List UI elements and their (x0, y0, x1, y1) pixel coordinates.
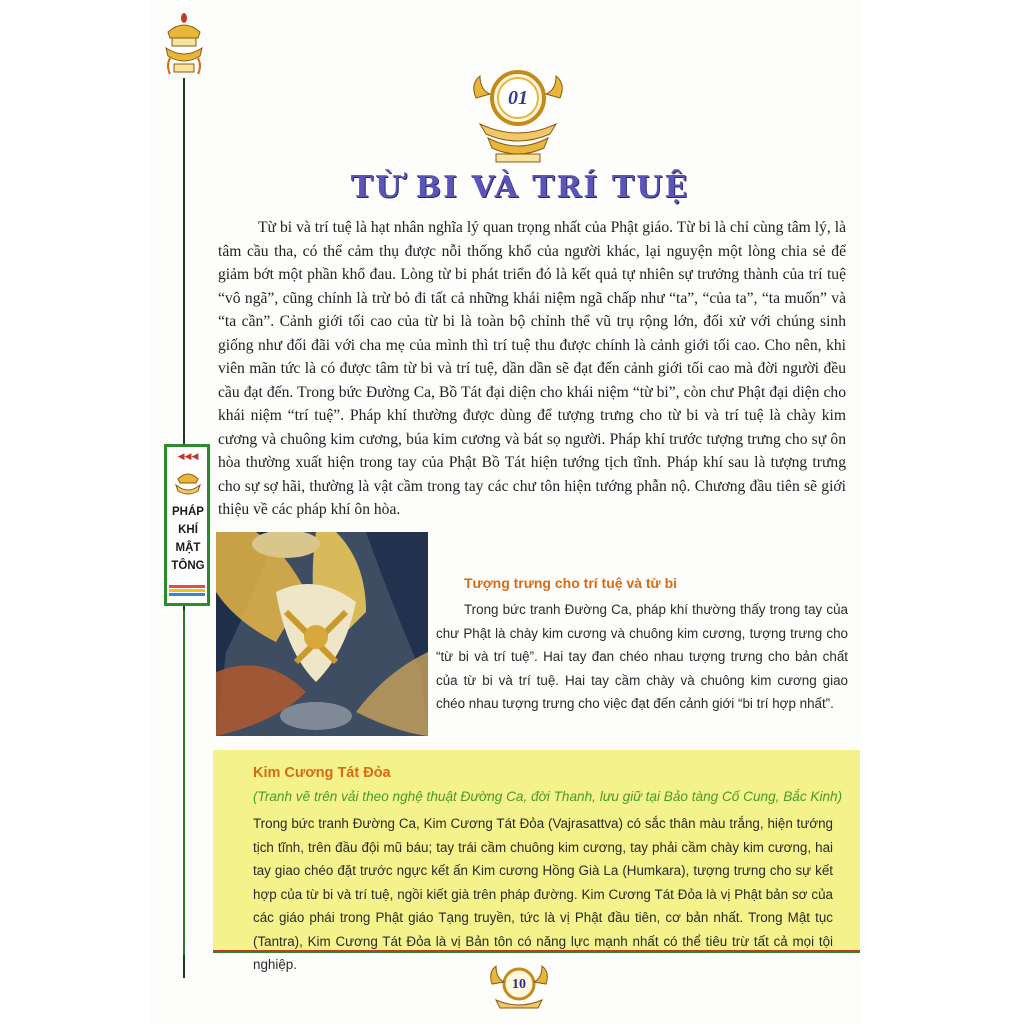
page-number: 10 (512, 977, 526, 992)
chapter-medallion (466, 68, 570, 168)
side-tab-line-1: PHÁP (172, 506, 204, 518)
note-body: Trong bức tranh Đường Ca, Kim Cương Tát Đỏa (Vajrasattva) có sắc thân màu trắng, hiện tướng tịch tĩnh, trên đầu đội mũ báu; tay trái cầm chuông kim cương, tay phải cầm chày kim cương, hai tay giao chéo đặt trước ngực kết ấn Kim cương Hồng Già La (Humkara), tượng trưng cho sự kết hợp của từ bi và trí tuệ, ngồi kiết già trên pháp đường. Kim Cương Tát Đỏa là vị Phật bản sơ của các giáo phái trong Phật giáo Tạng truyền, tức là vị Phật đầu tiên, cơ bản nhất. Trong Mật tục (Tantra), Kim Cương Tát Đỏa là vị Bản tôn có năng lực mạnh nhất có thể tiêu trừ tất cả mọi tội nghiệp. (253, 816, 833, 972)
lotus-medallion-icon (466, 68, 570, 168)
ritual-vessel-icon (174, 467, 202, 497)
corner-ornament-icon (162, 8, 206, 80)
side-tab-line-4: TÔNG (171, 560, 205, 572)
caption-text: Trong bức tranh Đường Ca, pháp khí thường thấy trong tay của chư Phật là chày kim cương và chuông kim cương, tượng trưng cho “từ bi và trí tuệ”. Hai tay đan chéo nhau tượng trưng cho bản chất của từ bi và trí tuệ. Hai tay cầm chày và chuông kim cương giao chéo nhau tượng trưng cho việc đạt đến cảnh giới “bi trí hợp nhất”. (436, 602, 848, 712)
intro-paragraph: Từ bi và trí tuệ là hạt nhân nghĩa lý quan trọng nhất của Phật giáo. Từ bi là chỉ cùng tâm lý, là tâm cầu tha, có thể cảm thụ được nỗi thống khổ của người khác, lại nguyện một lòng chia sẻ để giảm bớt một phần khổ đau. Lòng từ bi phát triển đó là kết quả tự nhiên sự trưởng thành của trí tuệ “vô ngã”, cũng chính là trừ bỏ đi tất cả những khái niệm ngã chấp như “ta”, “của ta”, “ta muốn” và “ta cần”. Cảnh giới tối cao của từ bi là toàn bộ chỉnh thể vũ trụ rộng lớn, đối xử với chúng sinh giống như đối đãi với cha mẹ của mình thì trí tuệ thu được chính là cảnh giới tối cao. Cho nên, khi viên mãn tức là có được tâm từ bi và trí tuệ, dần dần sẽ đạt đến cảnh giới tối cao mà đời người đều cầu đạt đến. Trong bức Đường Ca, Bồ Tát đại diện cho khái niệm “từ bi”, còn chư Phật đại diện cho khái niệm “trí tuệ”. Pháp khí thường được dùng để tượng trưng cho từ bi và trí tuệ là chày kim cương và chuông kim cương, búa kim cương và bát sọ người. Pháp khí trước tượng trưng cho sự ôn hòa thường xuất hiện trong tay của Phật Bồ Tát hiện tướng tịch tĩnh. Pháp khí sau là tượng trưng cho sự sợ hãi, thường là vật cầm trong tay các chư tôn hiện tướng phẫn nộ. Chương đầu tiên sẽ giới thiệu về các pháp khí ôn hòa. (218, 219, 846, 518)
note-box (213, 750, 860, 972)
side-chapter-tab (164, 444, 210, 606)
vajrasattva-painting (216, 532, 428, 736)
left-border-rule-lower (183, 610, 185, 955)
caption-title: Tượng trưng cho trí tuệ và từ bi (464, 575, 678, 591)
note-title: Kim Cương Tát Đỏa (253, 765, 391, 781)
side-tab-label (169, 503, 207, 575)
stripe-blue (169, 593, 205, 596)
chapter-number: 01 (508, 87, 528, 109)
stripe-red (169, 585, 205, 588)
stripe-yellow (169, 589, 205, 592)
thangka-image (216, 532, 428, 736)
chapter-title: TỪ BI VÀ TRÍ TUỆ (350, 170, 690, 205)
note-box-bottom-rule (213, 950, 860, 952)
side-tab-stripes (169, 585, 205, 599)
note-source: (Tranh vẽ trên vải theo nghệ thuật Đường Ca, đời Thanh, lưu giữ tại Bảo tàng Cố Cung, Bắc Kinh) (253, 789, 843, 804)
side-tab-line-2: KHÍ (178, 524, 198, 536)
tab-arrows-icon: ◀◀◀ (177, 451, 199, 461)
side-tab-line-3: MẬT (175, 542, 201, 554)
page-number-ornament (488, 962, 550, 1010)
